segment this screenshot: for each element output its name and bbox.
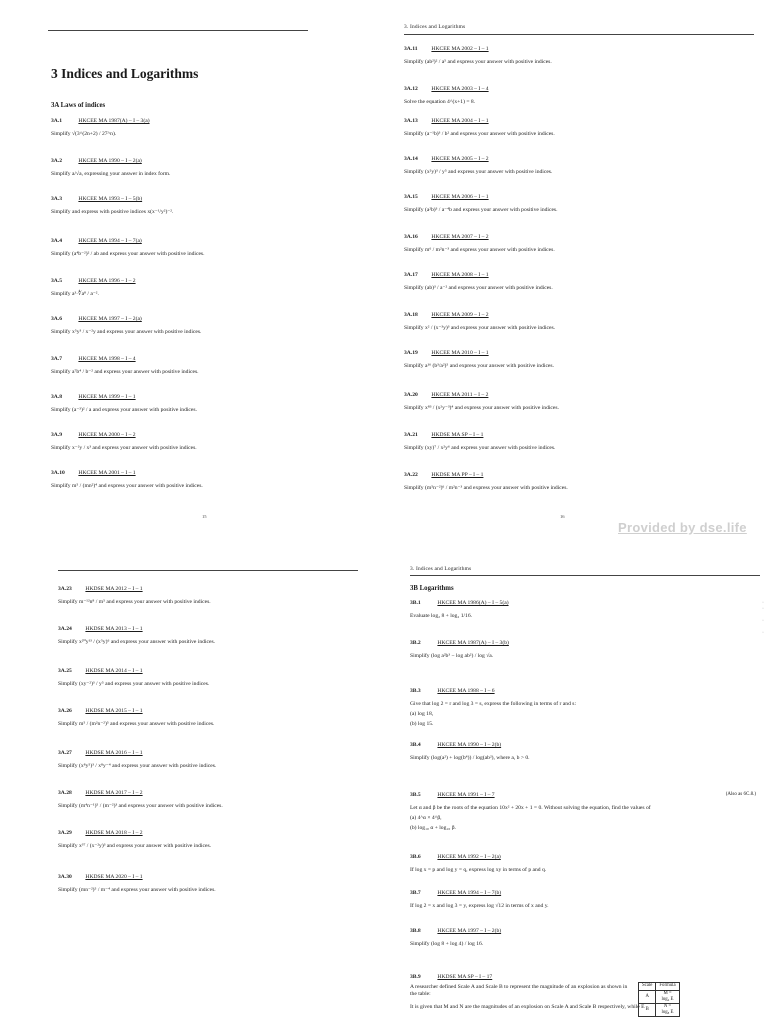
question-text: Simplify x² / (x⁻³y)³ and express your answer with positive indices. [404, 324, 556, 331]
question-source: HKCEE MA 2006 – I – 1 [431, 194, 489, 200]
chapter-title: 3 Indices and Logarithms [51, 66, 199, 81]
question-item [404, 312, 754, 332]
question-item [410, 742, 762, 765]
question-number: 3A.18 [404, 312, 418, 318]
question-source: HKCEE MA 1990 – I – 2(b) [437, 742, 502, 748]
question-number: 3A.21 [404, 432, 418, 438]
question-text: Simplify (x²y)³ / y⁵ and express your answer with positive indices. [404, 168, 553, 175]
question-number: 3B.9 [410, 974, 421, 980]
question-line: (b) log₁₀ α + log₁₀ β. [410, 824, 456, 831]
question-item [404, 272, 754, 292]
question-text [410, 941, 762, 948]
page-18 [410, 566, 762, 1024]
question-item [404, 432, 754, 452]
question-number: 3A.7 [51, 356, 63, 362]
question-item [410, 640, 762, 663]
question-item [51, 316, 308, 336]
question-text [410, 755, 762, 762]
question-number: 3A.6 [51, 316, 63, 322]
running-head: 3. Indices and Logarithms [404, 24, 466, 30]
question-number: 3A.5 [51, 278, 63, 284]
question-text [410, 701, 762, 728]
question-item [58, 790, 358, 810]
question-line: Evaluate log₂ 8 + log₂ 1/16. [410, 612, 473, 619]
table-cell: A [639, 990, 656, 1003]
question-source: HKCEE MA 1997 – I – 2(a) [78, 316, 142, 322]
table-row [639, 1003, 680, 1016]
question-text [410, 653, 762, 660]
question-line: Simplify (log(a²) + log(b⁴)) / log(ab²), where a, b > 0. [410, 754, 530, 761]
question-number: 3A.19 [404, 350, 418, 356]
question-source: HKCEE MA 2001 – I – 1 [78, 470, 136, 476]
question-number: 3A.15 [404, 194, 418, 200]
table-row [639, 990, 680, 1003]
question-item [410, 974, 762, 1014]
question-line: If log x = p and log y = q, express log xy in terms of p and q. [410, 866, 547, 873]
question-line: Simplify (log 8 + log 4) / log 16. [410, 940, 484, 947]
question-source: HKCEE MA 1992 – I – 2(a) [437, 854, 501, 860]
question-text: Simplify (ab)³ / a⁻² and express your answer with positive indices. [404, 284, 553, 291]
question-number: 3A.11 [404, 46, 418, 52]
question-text [410, 903, 762, 910]
question-source: HKCEE MA 2004 – I – 1 [431, 118, 489, 124]
question-item [58, 874, 358, 894]
question-item [58, 626, 358, 646]
question-text: Simplify a/√a, expressing your answer in index form. [51, 170, 171, 177]
question-text: Solve the equation 4^(x+1) = 8. [404, 98, 476, 105]
question-text: Simplify x²⁰y¹³ / (x⁵y)⁶ and express your answer with positive indices. [58, 638, 216, 645]
question-source: HKCEE MA 2008 – I – 1 [431, 272, 489, 278]
question-number: 3B.6 [410, 854, 421, 860]
scale-table [638, 982, 680, 1017]
question-number: 3B.7 [410, 890, 421, 896]
question-source: HKCEE MA 1993 – I – 5(b) [78, 196, 143, 202]
question-number: 3A.28 [58, 790, 72, 796]
question-text: Simplify a³·∜a⁸ / a⁻². [51, 290, 99, 297]
question-source: HKCEE MA 1986(A) – I – 5(a) [437, 600, 509, 606]
table-header-cell: Scale [639, 982, 656, 990]
question-text: Simplify x³⁷ / (x⁻²y)³ and express your answer with positive indices. [58, 842, 212, 849]
question-text [410, 613, 762, 620]
question-item [404, 472, 754, 492]
question-item [410, 792, 762, 835]
question-item [404, 234, 754, 254]
question-number: 3A.4 [51, 238, 63, 244]
question-text: Simplify (mn⁻²)⁵ / m⁻⁴ and express your answer with positive indices. [58, 886, 216, 893]
question-source: HKCEE MA 2005 – I – 2 [431, 156, 489, 162]
question-source: HKCEE MA 2009 – I – 2 [431, 312, 489, 318]
question-source: HKDSE MA 2015 – I – 1 [85, 708, 143, 714]
question-text: Simplify (x⁸y⁵)³ / x⁸y⁻⁴ and express your answer with positive indices. [58, 762, 217, 769]
page-15 [48, 30, 308, 530]
question-number: 3A.1 [51, 118, 63, 124]
question-source: HKDSE MA 2020 – I – 1 [85, 874, 143, 880]
question-source: HKCEE MA 1999 – I – 1 [78, 394, 136, 400]
question-source: HKDSE MA 2016 – I – 1 [85, 750, 143, 756]
question-item [58, 586, 358, 606]
question-source: HKCEE MA 1987(A) – I – 3(a) [78, 118, 150, 124]
question-number: 3A.29 [58, 830, 72, 836]
question-item [51, 356, 308, 376]
question-text: Simplify a¹⁶ (b³/a²)⁵ and express your answer with positive indices. [404, 362, 554, 369]
question-line: If log 2 = x and log 3 = y, express log √12 in terms of x and y. [410, 902, 549, 909]
question-item [58, 830, 358, 850]
question-item [410, 688, 762, 731]
page-16 [404, 22, 754, 522]
question-number: 3A.17 [404, 272, 418, 278]
question-source: HKDSE MA 2018 – I – 2 [85, 830, 143, 836]
question-source: HKCEE MA 1987(A) – I – 3(b) [437, 640, 509, 646]
watermark: Provided by dse.life [618, 520, 747, 535]
question-item [404, 46, 754, 66]
question-number: 3A.30 [58, 874, 72, 880]
header-rule [410, 575, 760, 576]
question-number: 3B.8 [410, 928, 421, 934]
question-text [410, 805, 762, 832]
section-title: 3A Laws of indices [51, 102, 106, 109]
question-source: HKCEE MA 2003 – I – 4 [431, 86, 489, 92]
question-line: (a) log 18, [410, 710, 434, 717]
question-item [51, 238, 308, 258]
question-text: Simplify x⁵y³ / x⁻²y and express your answer with positive indices. [51, 328, 202, 335]
question-source: HKDSE MA 2014 – I – 1 [85, 668, 143, 674]
question-item [410, 890, 762, 913]
question-text: Simplify (m⁴n⁻¹)⁵ / (m⁻²)³ and express your answer with positive indices. [58, 802, 223, 809]
question-line: Let α and β be the roots of the equation 10x² + 20x + 1 = 0. Without solving the equation, find the values of [410, 804, 651, 811]
question-source: HKCEE MA 1990 – I – 2(a) [78, 158, 142, 164]
question-text: Simplify x⁸³ / (x²y⁻³)⁴ and express your answer with positive indices. [404, 404, 559, 411]
question-number: 3A.12 [404, 86, 418, 92]
question-text: Simplify (m⁵n⁻²)⁶ / m²n⁻³ and express your answer with positive indices. [404, 484, 568, 491]
question-item [51, 118, 308, 138]
table-header-cell: Formula [656, 982, 679, 990]
question-text: Simplify (a⁻³)² / a and express your answer with positive indices. [51, 406, 197, 413]
table-cell: B [639, 1003, 656, 1016]
question-item [404, 156, 754, 176]
question-text: Simplify √(3^(2n+2) / 27^n). [51, 130, 117, 137]
question-number: 3A.3 [51, 196, 63, 202]
question-number: 3A.22 [404, 472, 418, 478]
question-source: HKDSE MA 2012 – I – 1 [85, 586, 143, 592]
question-item [51, 394, 308, 414]
question-number: 3A.25 [58, 668, 72, 674]
question-line: Simplify (log a²b³ − log ab²) / log √a. [410, 652, 494, 659]
question-text: Simplify a⁷b⁴ / b⁻² and express your answer with positive indices. [51, 368, 199, 375]
question-number: 3B.5 [410, 792, 421, 798]
header-rule [404, 34, 754, 35]
question-item [58, 708, 358, 728]
cross-reference-note: (Also as 6C.8.) [725, 792, 756, 797]
question-number: 3A.9 [51, 432, 63, 438]
question-line: A researcher defined Scale A and Scale B to represent the magnitude of an explosion as shown in the table: [410, 983, 628, 997]
table-header-row [639, 982, 680, 990]
running-head: 3. Indices and Logarithms [410, 566, 472, 572]
question-text: Simplify (a²b)³ / a⁻⁴b and express your answer with positive indices. [404, 206, 558, 213]
question-source: HKCEE MA 1997 – I – 2(b) [437, 928, 502, 934]
question-item [404, 194, 754, 214]
question-number: 3B.1 [410, 600, 421, 606]
question-number: 3B.3 [410, 688, 421, 694]
question-number: 3A.2 [51, 158, 63, 164]
question-text: Simplify (a⁴b⁻²)² / ab and express your answer with positive indices. [51, 250, 205, 257]
question-source: HKCEE MA 2010 – I – 1 [431, 350, 489, 356]
page-edge-marks: · · · · [762, 600, 764, 636]
question-source: HKCEE MA 1988 – I – 6 [437, 688, 495, 694]
question-item [404, 118, 754, 138]
question-source: HKCEE MA 2011 – I – 2 [431, 392, 489, 398]
question-source: HKCEE MA 1994 – I – 7(a) [78, 238, 142, 244]
question-item [404, 86, 754, 106]
question-number: 3A.27 [58, 750, 72, 756]
question-line: Give that log 2 = r and log 3 = s, express the following in terms of r and s: [410, 700, 577, 707]
question-source: HKDSE MA PP – I – 1 [431, 472, 484, 478]
question-item [51, 278, 308, 298]
question-source: HKCEE MA 2000 – I – 2 [78, 432, 136, 438]
question-source: HKDSE MA 2013 – I – 1 [85, 626, 143, 632]
question-number: 3A.16 [404, 234, 418, 240]
page-top-rule [48, 30, 308, 31]
question-text: Simplify (xy)⁷ / x²y⁶ and express your answer with positive indices. [404, 444, 556, 451]
header-rule [58, 570, 358, 571]
question-source: HKCEE MA 2007 – I – 2 [431, 234, 489, 240]
question-number: 3B.2 [410, 640, 421, 646]
question-item [51, 432, 308, 452]
section-title: 3B Logarithms [410, 585, 454, 592]
question-number: 3B.4 [410, 742, 421, 748]
question-text: Simplify (xy⁻²)³ / y⁵ and express your answer with positive indices. [58, 680, 210, 687]
question-item [404, 350, 754, 370]
question-number: 3A.13 [404, 118, 418, 124]
question-number: 3A.10 [51, 470, 65, 476]
question-text: Simplify and express with positive indices x(x⁻¹/y²)⁻². [51, 208, 174, 215]
question-number: 3A.24 [58, 626, 72, 632]
question-source: HKCEE MA 1996 – I – 2 [78, 278, 136, 284]
question-number: 3A.23 [58, 586, 72, 592]
question-number: 3A.26 [58, 708, 72, 714]
question-text: Simplify m⁶ / m²n⁻³ and express your answer with positive indices. [404, 246, 555, 253]
page-17 [58, 570, 358, 900]
question-item [51, 470, 308, 490]
question-item [410, 600, 762, 623]
question-item [58, 750, 358, 770]
question-source: HKCEE MA 2002 – I – 1 [431, 46, 489, 52]
question-text [410, 867, 762, 874]
question-text: Simplify m⁻¹²n⁸ / m⁵ and express your answer with positive indices. [58, 598, 211, 605]
question-item [404, 392, 754, 412]
question-item [58, 668, 358, 688]
question-source: HKDSE MA 2017 – I – 2 [85, 790, 143, 796]
question-item [410, 928, 762, 951]
question-text-continued [410, 1004, 760, 1011]
question-line: (a) 4^α × 4^β, [410, 814, 442, 821]
question-text: Simplify (a⁻¹b)³ / b² and express your answer with positive indices. [404, 130, 555, 137]
question-item [51, 158, 308, 178]
question-number: 3A.14 [404, 156, 418, 162]
question-source: HKCEE MA 1994 – I – 7(b) [437, 890, 502, 896]
question-source: HKCEE MA 1991 – I – 7 [437, 792, 495, 798]
table-cell: M = log₄ E [656, 990, 679, 1003]
question-text: Simplify m⁵ / (mn²)⁴ and express your answer with positive indices. [51, 482, 203, 489]
question-text: Simplify x⁻²y / x³ and express your answer with positive indices. [51, 444, 197, 451]
question-number: 3A.8 [51, 394, 63, 400]
question-item [410, 854, 762, 877]
question-text: Simplify m⁵ / (m²n⁻²)⁵ and express your answer with positive indices. [58, 720, 215, 727]
question-source: HKDSE MA SP – I – 17 [437, 974, 493, 980]
question-item [51, 196, 308, 216]
page-number: 15 [202, 514, 207, 519]
page-number: 16 [560, 514, 565, 519]
question-line: It is given that M and N are the magnitudes of an explosion on Scale A and Scale B respectively, while E [410, 1003, 645, 1010]
question-source: HKDSE MA SP – I – 1 [431, 432, 484, 438]
question-source: HKCEE MA 1998 – I – 4 [78, 356, 136, 362]
table-cell: N = log₈ E [656, 1003, 679, 1016]
question-number: 3A.20 [404, 392, 418, 398]
question-text: Simplify (ab²)² / a⁵ and express your answer with positive indices. [404, 58, 552, 65]
question-line: (b) log 15. [410, 720, 434, 727]
